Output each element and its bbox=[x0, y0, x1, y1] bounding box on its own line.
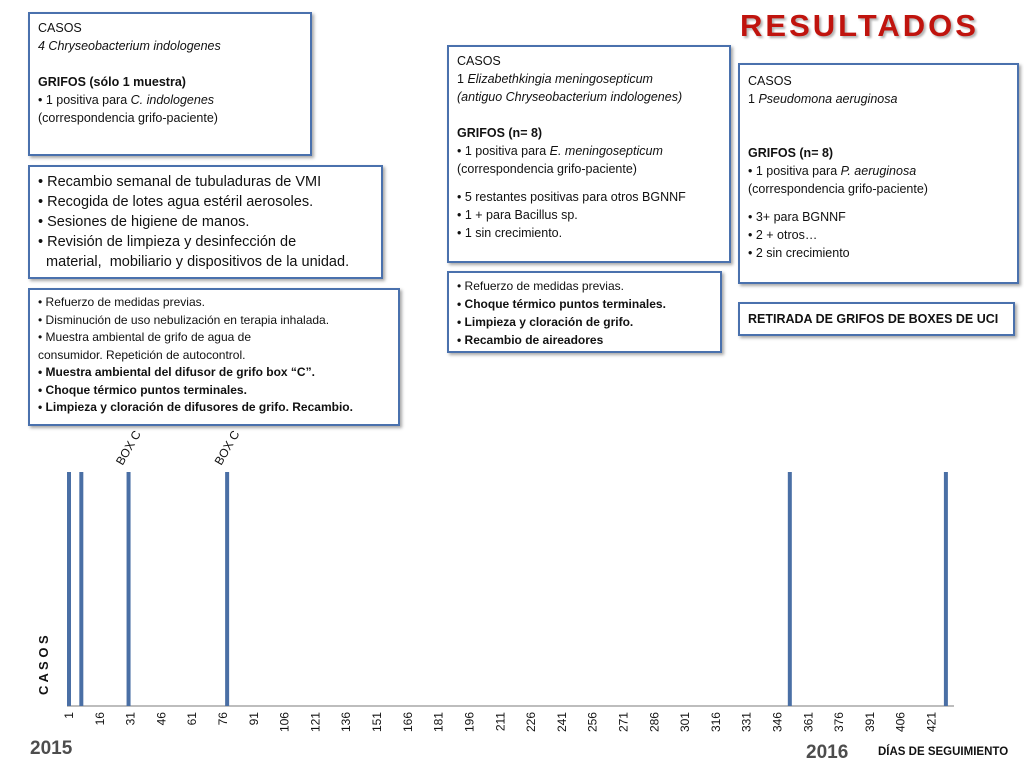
taps-heading: GRIFOS (sólo 1 muestra) bbox=[38, 75, 186, 89]
x-tick-label: 331 bbox=[739, 712, 754, 733]
x-tick-label: 301 bbox=[678, 712, 693, 733]
taps-result: • 1 sin crecimiento. bbox=[457, 226, 563, 240]
cases-organism: 1 Elizabethkingia meningosepticum bbox=[457, 72, 653, 86]
cases-organism: 4 Chryseobacterium indologenes bbox=[38, 39, 221, 53]
x-tick-label: 136 bbox=[339, 712, 354, 733]
x-tick-label: 46 bbox=[154, 712, 169, 726]
measure-item: • Revisión de limpieza y desinfección de bbox=[38, 234, 297, 250]
measure-item: • Sesiones de higiene de manos. bbox=[38, 214, 250, 230]
case-bar bbox=[67, 472, 71, 706]
case-bar bbox=[788, 472, 792, 706]
taps-result: • 1 + para Bacillus sp. bbox=[457, 208, 578, 222]
x-tick-label: 16 bbox=[92, 712, 107, 726]
measure-item: • Muestra ambiental del difusor de grifo box “C”. bbox=[38, 365, 315, 379]
taps-heading: GRIFOS (n= 8) bbox=[748, 146, 834, 160]
taps-correspondence: (correspondencia grifo-paciente) bbox=[748, 182, 928, 196]
taps-result: • 3+ para BGNNF bbox=[748, 210, 846, 224]
case-bar bbox=[944, 472, 948, 706]
x-tick-label: 211 bbox=[493, 712, 508, 732]
measure-item: material, mobiliario y dispositivos de la unidad. bbox=[38, 254, 350, 270]
taps-result: • 1 positiva para E. meningosepticum bbox=[457, 144, 663, 158]
case-bar bbox=[225, 472, 229, 706]
x-axis-title: DÍAS DE SEGUIMIENTO bbox=[878, 746, 1009, 758]
measure-item: • Recambio de aireadores bbox=[457, 333, 604, 347]
measure-item: • Choque térmico puntos terminales. bbox=[38, 382, 247, 397]
x-tick-label: 271 bbox=[616, 712, 631, 733]
x-tick-label: 406 bbox=[893, 712, 908, 733]
x-tick-label: 361 bbox=[801, 712, 816, 733]
taps-heading: GRIFOS (n= 8) bbox=[457, 126, 543, 140]
taps-result: • 5 restantes positivas para otros BGNNF bbox=[457, 190, 686, 204]
x-tick-label: 166 bbox=[400, 712, 415, 733]
measure-item: • Limpieza y cloración de difusores de grifo. Recambio. bbox=[38, 400, 353, 414]
box-c-annotation: BOX C bbox=[113, 428, 144, 468]
x-tick-label: 391 bbox=[862, 712, 877, 733]
measure-item: • Recogida de lotes agua estéril aerosoles. bbox=[38, 194, 314, 210]
taps-correspondence: (correspondencia grifo-paciente) bbox=[457, 162, 637, 176]
measure-item: • Refuerzo de medidas previas. bbox=[38, 295, 205, 309]
x-tick-label: 286 bbox=[647, 712, 662, 733]
cases-heading: CASOS bbox=[457, 54, 501, 68]
x-tick-label: 196 bbox=[462, 712, 477, 733]
x-tick-label: 241 bbox=[554, 712, 569, 733]
x-tick-label: 376 bbox=[832, 712, 847, 733]
year-end-label: 2016 bbox=[806, 742, 849, 763]
x-tick-label: 346 bbox=[770, 712, 785, 733]
taps-result: • 2 + otros… bbox=[748, 228, 818, 242]
x-tick-label: 181 bbox=[431, 712, 446, 733]
removal-text: RETIRADA DE GRIFOS DE BOXES DE UCI bbox=[748, 312, 999, 326]
measure-item: consumidor. Repetición de autocontrol. bbox=[38, 347, 246, 362]
y-axis-label: C A S O S bbox=[36, 635, 51, 695]
taps-result: • 2 sin crecimiento bbox=[748, 246, 850, 260]
x-tick-label: 61 bbox=[185, 712, 200, 726]
case-bar bbox=[79, 472, 83, 706]
measure-item: • Recambio semanal de tubuladuras de VMI bbox=[38, 174, 322, 190]
x-tick-label: 151 bbox=[370, 712, 385, 733]
cases-organism: 1 Pseudomona aeruginosa bbox=[748, 92, 898, 106]
taps-correspondence: (correspondencia grifo-paciente) bbox=[38, 111, 218, 125]
x-tick-label: 226 bbox=[524, 712, 539, 733]
year-start-label: 2015 bbox=[30, 738, 73, 759]
x-tick-label: 316 bbox=[708, 712, 723, 733]
taps-result: • 1 positiva para C. indologenes bbox=[38, 93, 215, 107]
x-tick-label: 31 bbox=[123, 712, 138, 726]
cases-organism-note: (antiguo Chryseobacterium indologenes) bbox=[457, 90, 683, 104]
page-title: RESULTADOS bbox=[740, 8, 979, 43]
measure-item: • Limpieza y cloración de grifo. bbox=[457, 315, 634, 329]
measure-item: • Refuerzo de medidas previas. bbox=[457, 279, 624, 293]
taps-result: • 1 positiva para P. aeruginosa bbox=[748, 164, 917, 178]
measure-item: • Disminución de uso nebulización en terapia inhalada. bbox=[38, 312, 330, 327]
x-tick-label: 1 bbox=[62, 712, 76, 719]
cases-heading: CASOS bbox=[748, 74, 792, 88]
x-tick-label: 91 bbox=[246, 712, 261, 726]
measure-item: • Muestra ambiental de grifo de agua de bbox=[38, 330, 251, 344]
x-tick-label: 76 bbox=[216, 712, 231, 726]
cases-heading: CASOS bbox=[38, 21, 82, 35]
x-tick-label: 106 bbox=[277, 712, 292, 733]
case-bar bbox=[127, 472, 131, 706]
x-tick-label: 421 bbox=[924, 712, 939, 733]
box-c-annotation: BOX C bbox=[211, 428, 243, 468]
x-tick-label: 256 bbox=[585, 712, 600, 733]
x-tick-label: 121 bbox=[308, 712, 323, 733]
measure-item: • Choque térmico puntos terminales. bbox=[457, 297, 666, 311]
